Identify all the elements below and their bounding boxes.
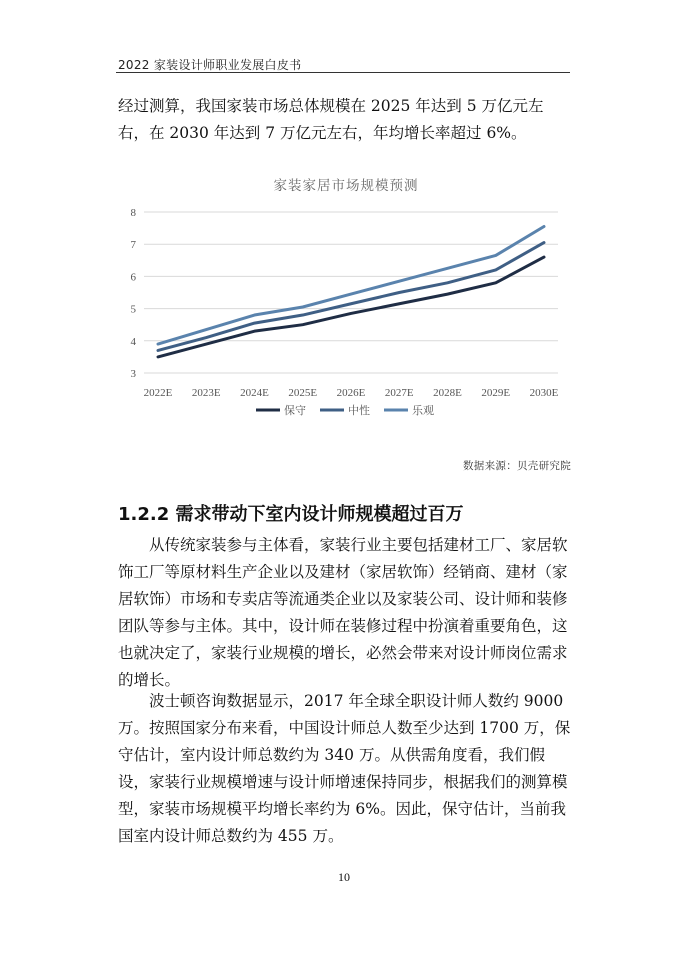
body-paragraph-2: 波士顿咨询数据显示，2017 年全球全职设计师人数约 9000 万。按照国家分布来看，中国设计师总人数至少达到 1700 万，保守估计，室内设计师总数约为 340 万。从供需角度看，我们假设，家装行业规模增速与设计师增速保持同步，根据我们的测算模型，家装市场规模平均增长率约为 6%。因此，保守估计，当前我国室内设计师总数约为 455 万。	[118, 692, 571, 845]
chart-grid	[144, 212, 558, 373]
intro-paragraph: 经过测算，我国家装市场总体规模在 2025 年达到 5 万亿元左右，在 2030 年达到 7 万亿元左右，年均增长率超过 6%。	[118, 97, 544, 142]
x-tick-label: 2028E	[433, 387, 462, 399]
x-tick-label: 2024E	[240, 387, 269, 399]
x-tick-label: 2027E	[384, 387, 414, 399]
x-tick-label: 2022E	[143, 387, 173, 399]
y-tick-label: 8	[130, 207, 136, 219]
chart-svg	[118, 165, 574, 435]
header-rule	[116, 72, 570, 73]
legend-label: 中性	[348, 404, 370, 417]
y-axis-ticks	[131, 207, 137, 380]
y-tick-label: 7	[130, 239, 136, 252]
x-tick-label: 2030E	[529, 387, 559, 399]
x-tick-label: 2023E	[191, 387, 221, 399]
chart-legend	[256, 403, 434, 417]
x-tick-label: 2026E	[336, 387, 366, 399]
chart-series	[158, 226, 544, 356]
legend-label: 保守	[284, 404, 306, 417]
data-source-note: 数据来源：贝壳研究院	[463, 460, 571, 472]
y-tick-label: 3	[130, 368, 136, 380]
y-tick-label: 5	[130, 303, 136, 316]
y-tick-label: 6	[130, 271, 136, 284]
page-number: 10	[338, 870, 350, 884]
legend-label: 乐观	[412, 404, 434, 417]
market-size-chart	[118, 165, 574, 435]
body-paragraph-1: 从传统家装参与主体看，家装行业主要包括建材工厂、家居软饰工厂等原材料生产企业以及建材（家居软饰）经销商、建材（家居软饰）市场和专卖店等流通类企业以及家装公司、设计师和装修团队等参与主体。其中，设计师在装修过程中扮演着重要角色，这也就决定了，家装行业规模的增长，必然会带来对设计师岗位需求的增长。	[118, 536, 568, 689]
section-heading: 1.2.2 需求带动下室内设计师规模超过百万	[118, 504, 464, 525]
x-tick-label: 2029E	[481, 387, 511, 399]
chart-title: 家装家居市场规模预测	[273, 178, 419, 194]
y-tick-label: 4	[130, 335, 136, 348]
running-header: 2022 家装设计师职业发展白皮书	[118, 58, 302, 72]
x-tick-label: 2025E	[288, 387, 318, 399]
x-axis-ticks	[144, 387, 559, 399]
